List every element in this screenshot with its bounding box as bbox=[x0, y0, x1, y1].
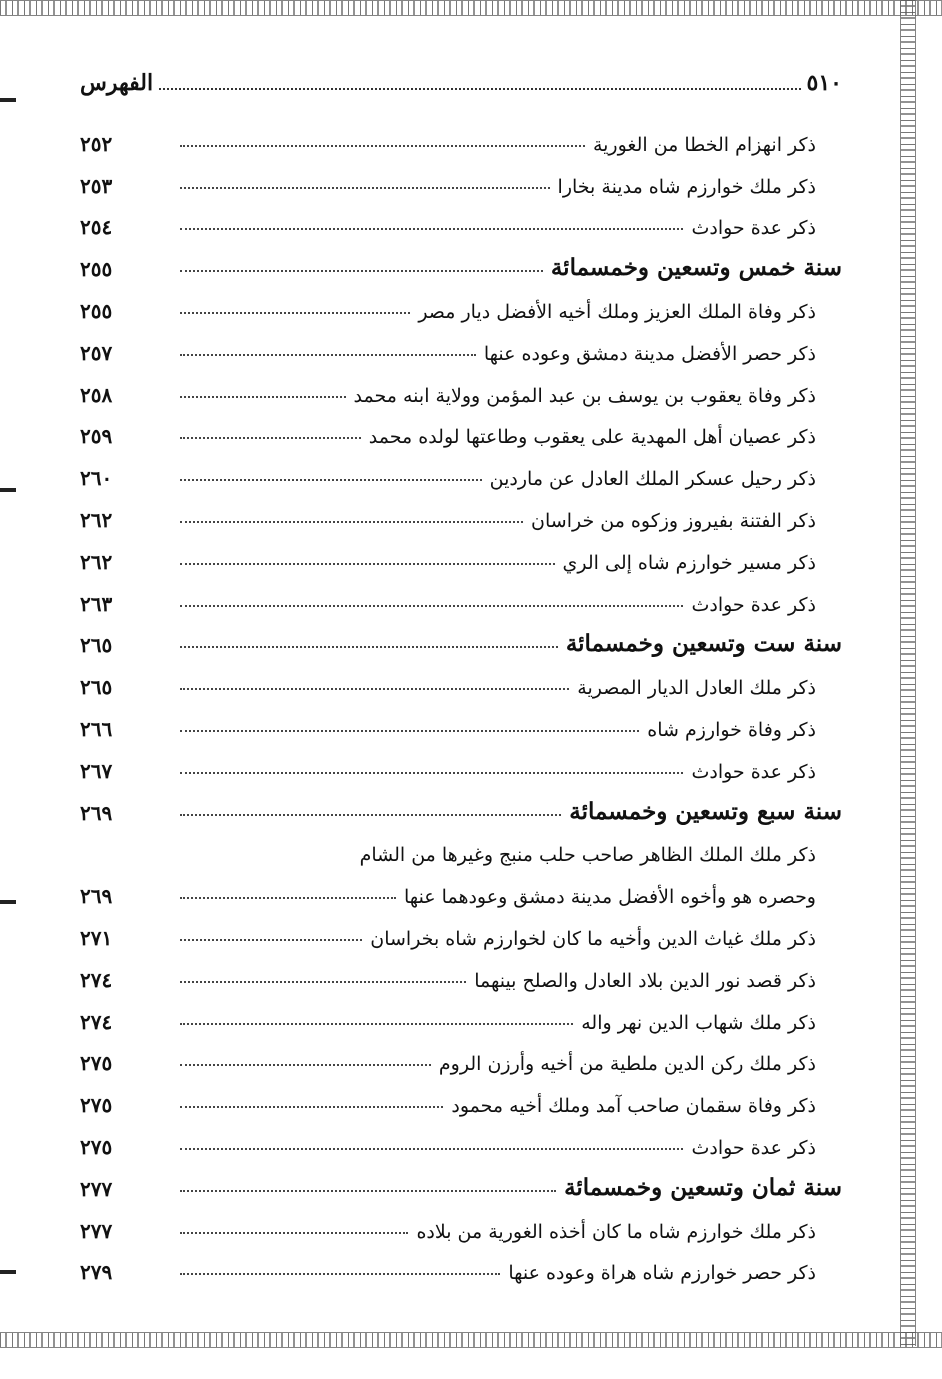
page-title: الفهرس bbox=[80, 70, 154, 96]
entry-page-number: ٢٦٢ bbox=[80, 507, 113, 532]
leader-dots bbox=[180, 646, 558, 648]
decorative-border-right bbox=[900, 0, 916, 1346]
leader-dots bbox=[180, 479, 482, 481]
entry-title: ذكر وفاة يعقوب بن يوسف بن عبد المؤمن وولاية ابنه محمد bbox=[353, 384, 816, 407]
entry-page-number: ٢٥٧ bbox=[80, 340, 113, 365]
entry-page-number: ٢٦٠ bbox=[80, 466, 113, 491]
index-entry bbox=[80, 657, 842, 699]
leader-dots bbox=[180, 1232, 408, 1234]
leader-dots bbox=[180, 1148, 683, 1150]
index-entry bbox=[80, 992, 842, 1034]
leader-dots bbox=[180, 396, 346, 398]
index-year-heading bbox=[80, 1159, 842, 1201]
entry-title: ذكر انهزام الخطا من الغورية bbox=[592, 133, 816, 156]
entry-title: وحصره هو وأخوه الأفضل مدينة دمشق وعودهما عنها bbox=[404, 886, 816, 909]
entry-page-number: ٢٦٢ bbox=[80, 549, 113, 574]
entry-page-number: ٢٥٢ bbox=[80, 131, 113, 156]
margin-mark bbox=[0, 98, 16, 102]
leader-dots bbox=[180, 1190, 556, 1192]
entry-title: ذكر ملك الملك الظاهر صاحب حلب منبج وغيرها من الشام bbox=[359, 844, 816, 867]
entry-title: ذكر الفتنة بفيروز وزكوه من خراسان bbox=[531, 509, 816, 532]
index-entry bbox=[80, 950, 842, 992]
margin-mark bbox=[0, 900, 16, 904]
index-entry bbox=[80, 1243, 842, 1285]
margin-mark bbox=[0, 1270, 16, 1274]
index-entry bbox=[80, 281, 842, 323]
entry-page-number: ٢٧٥ bbox=[80, 1051, 113, 1076]
index-content bbox=[80, 70, 842, 1284]
entry-title: ذكر مسير خوارزم شاه إلى الري bbox=[562, 551, 816, 574]
entry-title: ذكر ملك غياث الدين وأخيه ما كان لخوارزم شاه بخراسان bbox=[370, 927, 816, 950]
leader-dots bbox=[180, 1023, 573, 1025]
entry-title: ذكر حصر الأفضل مدينة دمشق وعوده عنها bbox=[483, 342, 816, 365]
running-header bbox=[80, 70, 842, 114]
entry-title: ذكر ملك شهاب الدين نهر واله bbox=[581, 1011, 816, 1034]
index-year-heading bbox=[80, 239, 842, 281]
leader-dots bbox=[180, 437, 361, 439]
header-leader-dots bbox=[159, 88, 800, 90]
entry-title: ذكر وفاة الملك العزيز وملك أخيه الأفضل ديار مصر bbox=[418, 300, 816, 323]
entry-title: ذكر ملك العادل الديار المصرية bbox=[577, 677, 816, 700]
index-entry bbox=[80, 1034, 842, 1076]
leader-dots bbox=[180, 354, 476, 356]
entry-title: سنة ست وتسعين وخمسمائة bbox=[565, 630, 842, 658]
index-entry bbox=[80, 1075, 842, 1117]
entry-title: سنة خمس وتسعين وخمسمائة bbox=[550, 254, 842, 282]
entry-page-number: ٢٦٩ bbox=[80, 800, 113, 825]
index-list bbox=[80, 114, 842, 1284]
entry-page-number: ٢٦٥ bbox=[80, 675, 113, 700]
leader-dots bbox=[180, 897, 396, 899]
index-entry bbox=[80, 699, 842, 741]
entry-title: ذكر عصيان أهل المهدية على يعقوب وطاعتها لولده محمد bbox=[368, 426, 816, 449]
entry-page-number: ٢٥٨ bbox=[80, 382, 113, 407]
entry-page-number: ٢٧٤ bbox=[80, 1009, 113, 1034]
index-entry bbox=[80, 114, 842, 156]
index-entry bbox=[80, 323, 842, 365]
entry-page-number: ٢٥٩ bbox=[80, 424, 113, 449]
entry-title: ذكر حصر خوارزم شاه هراة وعوده عنها bbox=[508, 1262, 816, 1285]
entry-title: ذكر ملك خوارزم شاه مدينة بخارا bbox=[557, 175, 816, 198]
entry-page-number: ٢٥٣ bbox=[80, 173, 113, 198]
leader-dots bbox=[180, 605, 683, 607]
index-entry bbox=[80, 1117, 842, 1159]
page-number: ٥١٠ bbox=[806, 70, 842, 96]
decorative-border-bottom bbox=[0, 1332, 942, 1348]
entry-page-number: ٢٥٤ bbox=[80, 215, 113, 240]
entry-page-number: ٢٦٦ bbox=[80, 716, 113, 741]
index-entry bbox=[80, 574, 842, 616]
index-entry bbox=[80, 532, 842, 574]
margin-mark bbox=[0, 488, 16, 492]
decorative-border-top bbox=[0, 0, 942, 16]
entry-title: ذكر ملك ركن الدين ملطية من أخيه وأرزن الروم bbox=[438, 1053, 816, 1076]
leader-dots bbox=[180, 772, 683, 774]
entry-page-number: ٢٧٧ bbox=[80, 1176, 113, 1201]
entry-page-number: ٢٧٥ bbox=[80, 1093, 113, 1118]
index-entry bbox=[80, 866, 842, 908]
entry-page-number: ٢٦٧ bbox=[80, 758, 113, 783]
entry-title: ذكر ملك خوارزم شاه ما كان أخذه الغورية من بلاده bbox=[416, 1220, 816, 1243]
index-entry bbox=[80, 741, 842, 783]
leader-dots bbox=[180, 1106, 443, 1108]
entry-page-number: ٢٧٩ bbox=[80, 1260, 113, 1285]
leader-dots bbox=[180, 145, 585, 147]
entry-page-number: ٢٦٥ bbox=[80, 633, 113, 658]
index-entry bbox=[80, 825, 842, 867]
leader-dots bbox=[180, 939, 362, 941]
entry-title: ذكر عدة حوادث bbox=[691, 760, 816, 783]
entry-title: ذكر رحيل عسكر الملك العادل عن ماردين bbox=[489, 468, 816, 491]
entry-page-number: ٢٧٤ bbox=[80, 967, 113, 992]
entry-title: ذكر عدة حوادث bbox=[691, 217, 816, 240]
leader-dots bbox=[180, 563, 555, 565]
entry-page-number: ٢٥٥ bbox=[80, 257, 113, 282]
index-entry bbox=[80, 365, 842, 407]
entry-title: ذكر وفاة سقمان صاحب آمد وملك أخيه محمود bbox=[451, 1095, 816, 1118]
entry-title: ذكر عدة حوادث bbox=[691, 1136, 816, 1159]
entry-title: ذكر قصد نور الدين بلاد العادل والصلح بينهما bbox=[474, 969, 816, 992]
index-entry bbox=[80, 156, 842, 198]
index-entry bbox=[80, 908, 842, 950]
entry-page-number: ٢٥٥ bbox=[80, 298, 113, 323]
entry-page-number: ٢٧١ bbox=[80, 925, 113, 950]
index-year-heading bbox=[80, 783, 842, 825]
leader-dots bbox=[180, 688, 569, 690]
entry-page-number: ٢٦٩ bbox=[80, 884, 113, 909]
leader-dots bbox=[180, 1273, 500, 1275]
entry-title: سنة ثمان وتسعين وخمسمائة bbox=[564, 1173, 842, 1201]
leader-dots bbox=[180, 814, 561, 816]
entry-page-number: ٢٦٣ bbox=[80, 591, 113, 616]
index-entry bbox=[80, 198, 842, 240]
index-entry bbox=[80, 448, 842, 490]
leader-dots bbox=[180, 1064, 431, 1066]
leader-dots bbox=[180, 187, 550, 189]
leader-dots bbox=[180, 228, 683, 230]
leader-dots bbox=[180, 730, 639, 732]
entry-page-number: ٢٧٥ bbox=[80, 1134, 113, 1159]
index-entry bbox=[80, 407, 842, 449]
leader-dots bbox=[180, 981, 466, 983]
index-entry bbox=[80, 490, 842, 532]
entry-title: ذكر عدة حوادث bbox=[691, 593, 816, 616]
leader-dots bbox=[180, 521, 523, 523]
entry-title: سنة سبع وتسعين وخمسمائة bbox=[569, 797, 842, 825]
index-entry bbox=[80, 1201, 842, 1243]
index-year-heading bbox=[80, 616, 842, 658]
entry-title: ذكر وفاة خوارزم شاه bbox=[647, 718, 816, 741]
leader-dots bbox=[180, 270, 543, 272]
leader-dots bbox=[180, 312, 410, 314]
entry-page-number: ٢٧٧ bbox=[80, 1218, 113, 1243]
